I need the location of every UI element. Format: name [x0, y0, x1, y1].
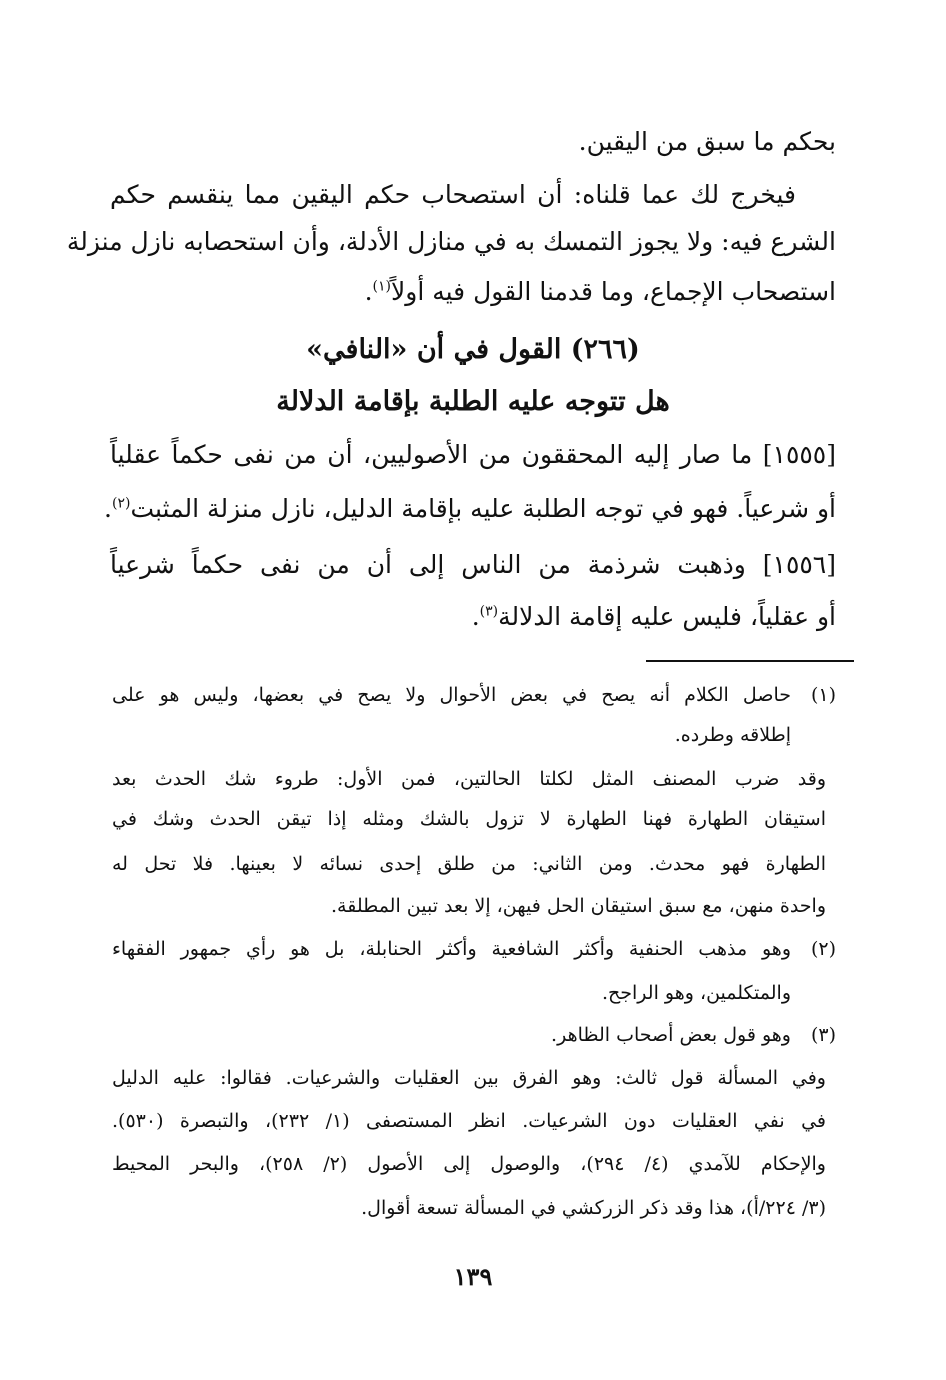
footnote-3-line-5: (٣/ ٢٢٤/أ)، هذا وقد ذكر الزركشي في المسألة تسعة أقوال.: [361, 1197, 826, 1219]
body-line-1: بحكم ما سبق من اليقين.: [578, 127, 836, 156]
paragraph-1555-line-2-text: أو شرعياً. فهو في توجه الطلبة عليه بإقامة الدليل، نازل منزلة المثبت: [130, 494, 836, 523]
footnote-1-line-4: استيقان الطهارة فهنا الطهارة لا تزول بالشك ومثله إذا تيقن الحدث وشك في: [112, 808, 826, 830]
footnote-1-number: (١): [810, 684, 836, 706]
paragraph-1555-line-1: [١٥٥٥] ما صار إليه المحققون من الأصوليين، أن من نفى حكماً عقلياً: [110, 440, 836, 469]
paragraph-1556-line-2-text: أو عقلياً، فليس عليه إقامة الدلالة: [498, 602, 836, 631]
footnote-1-line-6: واحدة منهن، مع سبق استيقان الحل فيهن، إلا بعد تبين المطلقة.: [330, 895, 826, 917]
footnote-3-line-2: وفي المسألة قول ثالث: وهو الفرق بين العقليات والشرعيات. فقالوا: عليه الدليل: [112, 1067, 826, 1089]
footnote-1-line-3: وقد ضرب المصنف المثل لكلتا الحالتين، فمن الأول: طروء شك الحدث بعد: [112, 768, 826, 790]
footnote-3-number: (٣): [810, 1024, 836, 1046]
footnote-2-line-1: وهو مذهب الحنفية وأكثر الشافعية وأكثر الحنابلة، بل هو رأي جمهور الفقهاء: [112, 938, 791, 960]
body-line-4-text: استصحاب الإجماع، وما قدمنا القول فيه أولاً: [391, 277, 836, 306]
paragraph-1555-end: .: [104, 494, 112, 523]
page-number: ١٣٩: [453, 1262, 493, 1291]
paragraph-1556-line-2: [472, 602, 836, 632]
footnote-ref-3: (٣): [479, 603, 499, 620]
footnote-2-number: (٢): [810, 938, 836, 960]
body-line-4-end: .: [364, 277, 373, 306]
footnote-ref-1: (١): [372, 278, 392, 295]
body-line-2: فيخرج لك عما قلناه: أن استصحاب حكم اليقين مما ينقسم حكم: [110, 180, 796, 209]
body-line-3: الشرع فيه: ولا يجوز التمسك به في منازل الأدلة، وأن استحصابه نازل منزلة: [66, 227, 836, 256]
footnote-1-line-2: إطلاقه وطرده.: [674, 724, 791, 746]
footnote-1-line-1: حاصل الكلام أنه يصح في بعض الأحوال ولا يصح في بعضها، وليس هو على: [112, 684, 791, 706]
footnote-1-line-5: الطهارة فهو محدث. ومن الثاني: من طلق إحدى نسائه لا بعينها. فلا تحل له: [112, 853, 826, 875]
paragraph-1556-line-1: [١٥٥٦] وذهبت شرذمة من الناس إلى أن من نفى حكماً شرعياً: [110, 550, 836, 579]
paragraph-1556-end: .: [471, 602, 480, 631]
section-subtitle: هل تتوجه عليه الطلبة بإقامة الدلالة: [276, 386, 670, 417]
section-title: (٢٦٦) القول في أن «النافي»: [306, 334, 640, 365]
footnote-ref-2: (٢): [111, 495, 131, 512]
footnote-2-line-2: والمتكلمين، وهو الراجح.: [601, 982, 791, 1004]
paragraph-1555-line-2: [104, 494, 836, 524]
footnote-3-line-3: في نفي العقليات دون الشرعيات. انظر المستصفى (١/ ٢٣٢)، والتبصرة (٥٣٠).: [112, 1110, 827, 1132]
footnote-3-line-4: والإحكام للآمدي (٤/ ٢٩٤)، والوصول إلى الأصول (٢/ ٢٥٨)، والبحر المحيط: [112, 1153, 826, 1175]
body-line-4: [365, 277, 836, 307]
footnote-divider: [646, 660, 854, 662]
footnote-3-line-1: وهو قول بعض أصحاب الظاهر.: [551, 1024, 791, 1046]
